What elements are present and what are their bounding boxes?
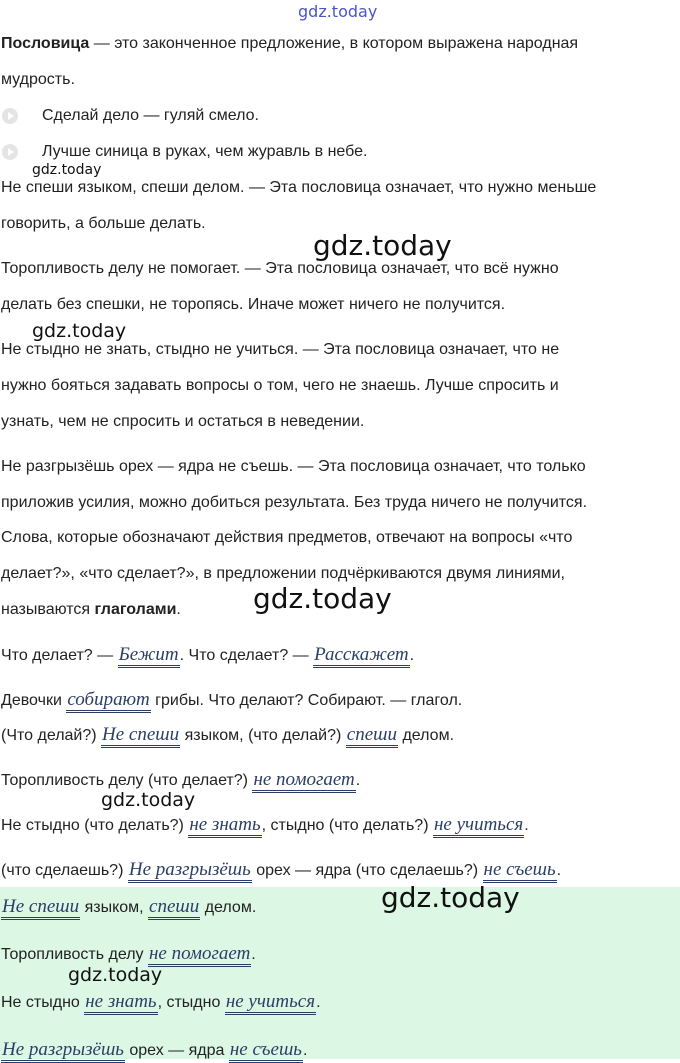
handwritten-verb: Бежит — [118, 644, 180, 668]
analysis-line-1: (Что делай?) Не спеши языком, (что делай?) спеши делом. — [1, 726, 454, 746]
definition-line-2: мудрость. — [1, 71, 75, 88]
watermark: gdz.today — [32, 162, 102, 178]
watermark: gdz.today — [68, 964, 163, 986]
girls-example-line: Девочки собирают грибы. Что делают? Собирают. — глагол. — [1, 691, 462, 711]
watermark: gdz.today — [381, 881, 520, 914]
handwritten-verb: Не спеши — [101, 724, 180, 748]
term-verbs: глаголами — [94, 601, 177, 618]
proverb-2-line-1: Торопливость делу не помогает. — Эта пословица означает, что всё нужно — [1, 260, 559, 277]
term-proverb: Пословица — [1, 35, 90, 52]
handwritten-verb: Расскажет — [313, 644, 410, 668]
handwritten-verb: не учиться — [433, 814, 524, 838]
definition-line-1: Пословица — это законченное предложение, в котором выражена народная — [1, 35, 579, 52]
rule-line-3: называются глаголами. — [1, 601, 181, 618]
handwritten-verb: Не разгрызёшь — [1, 1039, 125, 1063]
analysis-line-4: (что сделаешь?) Не разгрызёшь орех — ядра (что сделаешь?) не съешь. — [1, 861, 561, 881]
proverb-4-line-1: Не разгрызёшь орех — ядра не съешь. — Эта пословица означает, что только — [1, 458, 586, 475]
handwritten-verb: Не разгрызёшь — [128, 859, 252, 883]
proverb-3-line-1: Не стыдно не знать, стыдно не учиться. — Эта пословица означает, что не — [1, 341, 560, 358]
answer-line-4: Не разгрызёшь орех — ядра не съешь. — [1, 1041, 307, 1061]
bullet-item: Сделай дело — гуляй смело. — [42, 107, 259, 124]
answer-line-1: Не спеши языком, спеши делом. — [1, 898, 256, 918]
handwritten-verb: не помогает — [148, 943, 251, 967]
answer-line-2: Торопливость делу не помогает. — [1, 945, 256, 965]
handwritten-verb: не знать — [84, 991, 157, 1015]
proverb-1-line-1: Не спеши языком, спеши делом. — Эта пословица означает, что нужно меньше — [1, 179, 597, 196]
watermark: gdz.today — [101, 789, 196, 811]
example-line: Что делает? — Бежит. Что сделает? — Расскажет. — [1, 646, 414, 666]
handwritten-verb: не учиться — [225, 991, 316, 1015]
bullet-play-icon — [2, 144, 18, 160]
bullet-play-icon — [2, 108, 18, 124]
answer-line-3: Не стыдно не знать, стыдно не учиться. — [1, 993, 321, 1013]
bullet-item: Лучше синица в руках, чем журавль в небе. — [42, 143, 368, 160]
analysis-line-2: Торопливость делу (что делает?) не помогает. — [1, 771, 360, 791]
rule-line-1: Слова, которые обозначают действия предметов, отвечают на вопросы «что — [1, 529, 573, 546]
handwritten-verb: Не спеши — [1, 896, 80, 920]
handwritten-verb: спеши — [346, 724, 398, 748]
handwritten-verb: не знать — [188, 814, 261, 838]
proverb-4-line-2: приложив усилия, можно добиться результата. Без труда ничего не получится. — [1, 494, 588, 511]
handwritten-verb: не помогает — [252, 769, 355, 793]
rule-line-2: делает?», «что сделает?», в предложении подчёркиваются двумя линиями, — [1, 565, 565, 582]
watermark: gdz.today — [313, 229, 452, 262]
handwritten-verb: спеши — [148, 896, 200, 920]
watermark: gdz.today — [253, 582, 392, 615]
proverb-3-line-2: нужно бояться задавать вопросы о том, чего не знаешь. Лучше спросить и — [1, 377, 559, 394]
handwritten-verb: собирают — [66, 689, 150, 713]
proverb-2-line-2: делать без спешки, не торопясь. Иначе может ничего не получится. — [1, 296, 506, 313]
analysis-line-3: Не стыдно (что делать?) не знать, стыдно (что делать?) не учиться. — [1, 816, 529, 836]
watermark: gdz.today — [298, 2, 378, 21]
handwritten-verb: не съешь — [229, 1039, 303, 1063]
handwritten-verb: не съешь — [483, 859, 557, 883]
proverb-3-line-3: узнать, чем не спросить и остаться в неведении. — [1, 413, 365, 430]
watermark: gdz.today — [32, 320, 127, 342]
proverb-1-line-2: говорить, а больше делать. — [1, 215, 206, 232]
